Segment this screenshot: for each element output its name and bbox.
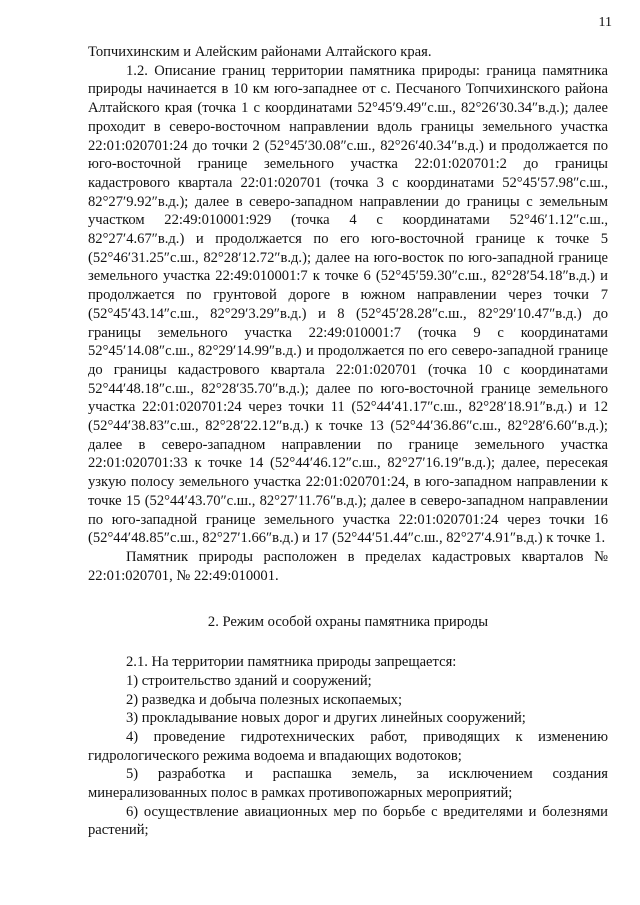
paragraph-continuation: Топчихинским и Алейским районами Алтайского края. [88, 44, 432, 60]
list-item: 1) строительство зданий и сооружений; [126, 672, 372, 689]
list-item: 3) прокладывание новых дорог и других линейных сооружений; [126, 710, 526, 727]
list-item: 5) разработка и распашка земель, за исключением создания минерализованных полос в рамках противопожарных мероприятий; [88, 766, 608, 802]
page-number: 11 [598, 15, 612, 30]
list-item: 4) проведение гидротехнических работ, приводящих к изменению гидрологического режима водоема и впадающих водотоков; [88, 728, 608, 764]
paragraph-cadastral-quarters: Памятник природы расположен в пределах кадастровых кварталов № 22:01:020701, № 22:49:010001. [88, 548, 608, 584]
list-item: 6) осуществление авиационных мер по борьбе с вредителями и болезнями растений; [88, 803, 608, 839]
section-intro: 2.1. На территории памятника природы запрещается: [126, 654, 457, 671]
list-item: 2) разведка и добыча полезных ископаемых; [126, 691, 402, 708]
document-body [88, 43, 608, 840]
section-title: 2. Режим особой охраны памятника природы [207, 614, 489, 631]
paragraph-boundary-description: 1.2. Описание границ территории памятника природы: граница памятника природы начинается в 10 км юго-западнее от с. Песчаного Топчихинского района Алтайского края (точка 1 с координатами 52°45′9.49″с.ш., 82°26′30.34″в.д.); далее проходит в северо-восточном направлении вдоль границы земельного участка 22:01:020701:24 до точки 2 (52°45′30.08″с.ш., 82°26′40.34″в.д.) и продолжается по юго-восточной границе земельного участка 22:01:020701:2 до границы кадастрового квартала 22:01:020701 (точка 3 с координатами 52°45′57.98″с.ш., 82°27′9.92″в.д.); далее в северо-западном направлении до границы с земельным участком 22:49:010001:929 (точка 4 с координатами 52°46′1.12″с.ш., 82°27′4.67″в.д.) и продолжается по его юго-восточной границе к точке 5 (52°46′31.25″с.ш., 82°28′12.72″в.д.); далее на юго-восток по юго-западной границе земельного участка 22:49:010001:7 к точке 6 (52°45′59.30″с.ш., 82°28′54.18″в.д.) и продолжается по грунтовой дороге в южном направлении через точки 7 (52°45′43.14″с.ш., 82°29′3.29″в.д.) и 8 (52°45′28.28″с.ш., 82°29′10.47″в.д.) до границы земельного участка 22:49:010001:7 (точка 9 с координатами 52°45′14.08″с.ш., 82°29′14.99″в.д.) и продолжается по его северо-западной границе до границы кадастрового квартала 22:01:020701 (точка 10 с координатами 52°44′48.18″с.ш., 82°28′35.70″в.д.); далее по юго-восточной границе земельного участка 22:01:020701:24 через точки 11 (52°44′41.17″с.ш., 82°28′18.91″в.д.) и 12 (52°44′38.83″с.ш., 82°28′22.12″в.д.) к точке 13 (52°44′36.86″с.ш., 82°28′6.60″в.д.); далее в северо-западном направлении по границе земельного участка 22:01:020701:33 к точке 14 (52°44′46.12″с.ш., 82°27′16.19″в.д.); далее, пересекая узкую полосу земельного участка 22:01:020701:24, в юго-западном направлении к точке 15 (52°44′43.70″с.ш., 82°27′11.76″в.д.); далее в северо-западном направлении по юго-западной границе земельного участка 22:01:020701:24 через точки 16 (52°44′48.85″с.ш., 82°27′1.66″в.д.) и 17 (52°44′51.44″с.ш., 82°27′4.91″в.д.) к точке 1. [88, 62, 608, 547]
